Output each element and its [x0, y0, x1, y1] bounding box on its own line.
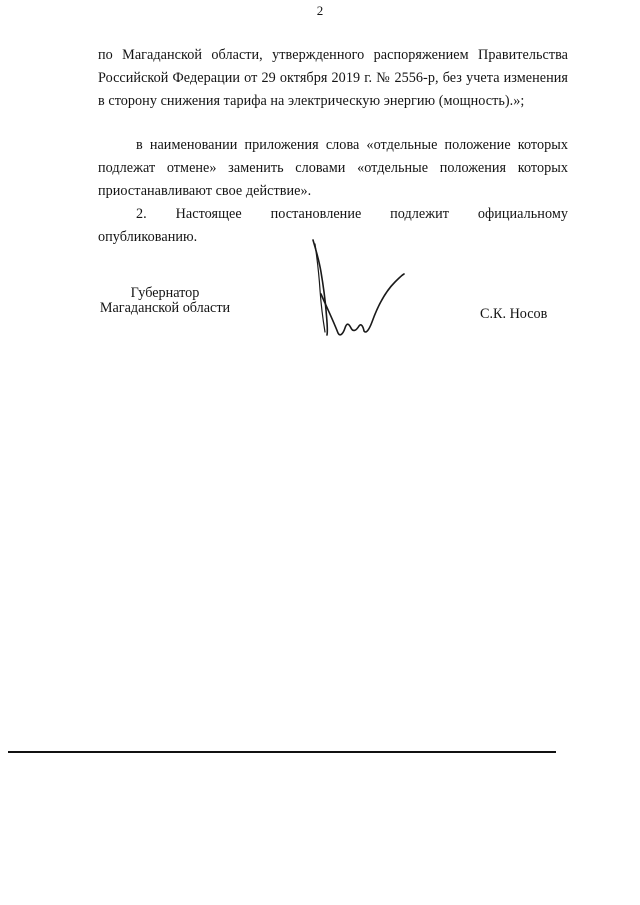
- footer-divider: [8, 751, 556, 753]
- signatory-title: [80, 286, 250, 316]
- handwritten-signature: [305, 238, 415, 343]
- signatory-title-line2: Магаданской области: [99, 300, 231, 316]
- page-number: 2: [316, 3, 324, 18]
- signatory-name: С.К. Носов: [480, 306, 548, 322]
- paragraph-publication: 2. Настоящее постановление подлежит официальному опубликованию.: [98, 206, 568, 245]
- signatory-title-line1: Губернатор: [130, 285, 200, 301]
- paragraph-amendment: в наименовании приложения слова «отдельные положение которых подлежат отмене» заменить словами «отдельные положения которых приостанавливают свое действие».: [98, 137, 568, 199]
- paragraph-continuation: по Магаданской области, утвержденного распоряжением Правительства Российской Федерации от 29 октября 2019 г. № 2556-р, без учета изменения в сторону снижения тарифа на электрическую энергию (мощность).»;: [98, 47, 568, 109]
